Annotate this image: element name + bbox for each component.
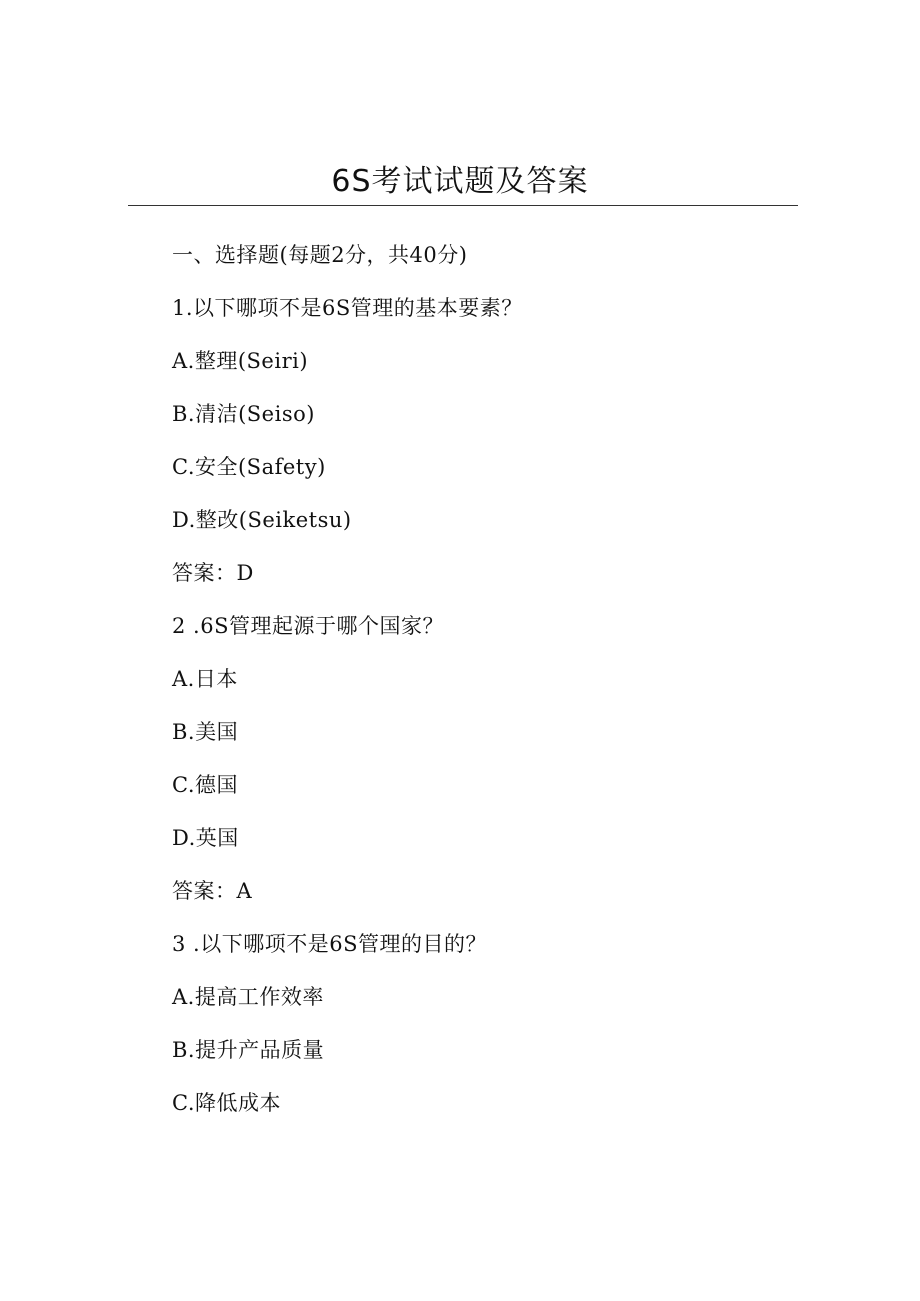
option-3c: C.降低成本 bbox=[172, 1091, 281, 1115]
document-body bbox=[172, 240, 792, 1141]
option-1d: D.整改(Seiketsu) bbox=[172, 508, 352, 532]
option-2b: B.美国 bbox=[172, 720, 239, 744]
answer-2: 答案：A bbox=[172, 879, 253, 903]
option-1b: B.清洁(Seiso) bbox=[172, 402, 315, 426]
option-2d: D.英国 bbox=[172, 826, 239, 850]
option-2c: C.德国 bbox=[172, 773, 238, 797]
question-1: 1.以下哪项不是6S管理的基本要素？ bbox=[172, 296, 523, 320]
option-3b: B.提升产品质量 bbox=[172, 1038, 325, 1062]
option-1c: C.安全(Safety) bbox=[172, 455, 326, 479]
option-3a: A.提高工作效率 bbox=[172, 985, 324, 1009]
option-2a: A.日本 bbox=[172, 667, 238, 691]
option-1a: A.整理(Seiri) bbox=[172, 349, 309, 373]
answer-1: 答案：D bbox=[172, 561, 254, 585]
document-title: 6S考试试题及答案 bbox=[331, 164, 589, 199]
section-heading: 一、选择题(每题2分，共40分) bbox=[172, 243, 468, 267]
question-2: 2 .6S管理起源于哪个国家？ bbox=[172, 614, 444, 638]
title-divider bbox=[128, 205, 798, 206]
question-3: 3 .以下哪项不是6S管理的目的？ bbox=[172, 932, 487, 956]
